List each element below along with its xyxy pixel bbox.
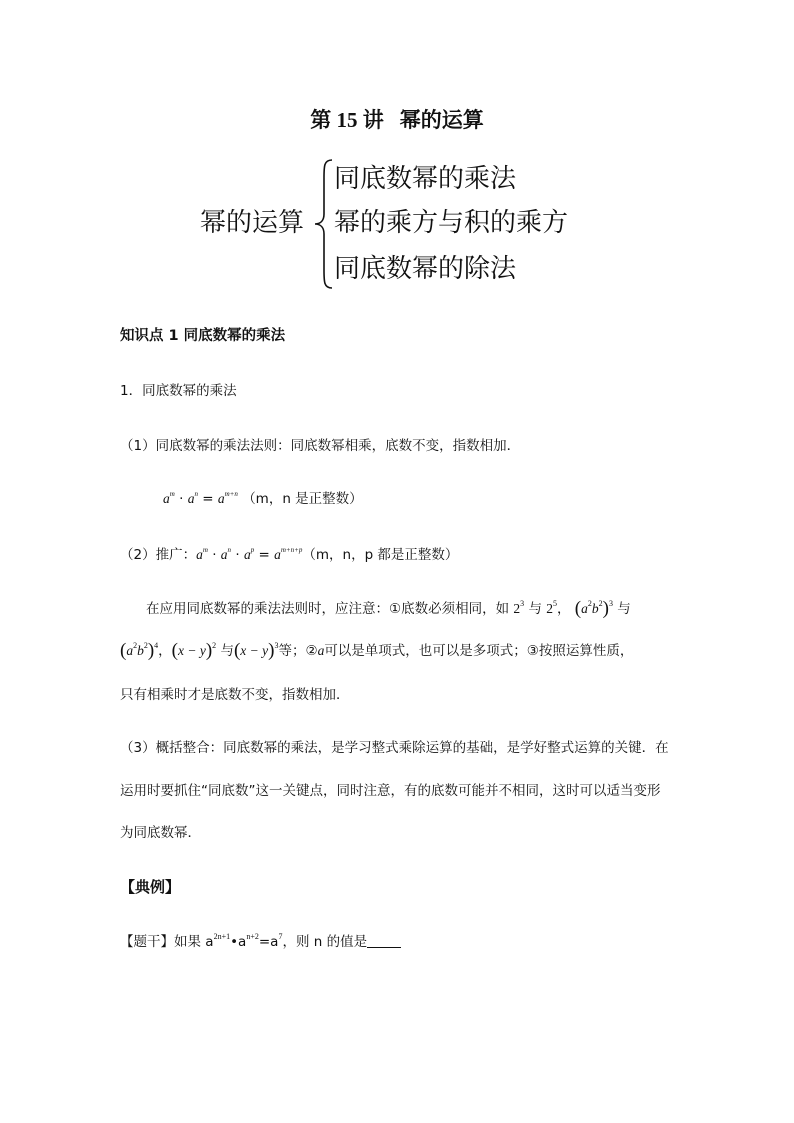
formula-product-rule: $a^m \cdot a^n = a^{m+n}$ （m，n 是正整数） xyxy=(163,490,363,507)
note-line-3: 只有相乘时才是底数不变，指数相加． xyxy=(120,687,350,703)
note-line-1: 在应用同底数幂的乘法法则时，应注意：①底数必须相同，如 $2^3$ 与 $2^5$， $(a^2b^2)^3$ 与 xyxy=(146,598,631,619)
mindmap-branch-3: 同底数幂的除法 xyxy=(334,254,517,284)
rule-text: （1）同底数幂的乘法法则：同底数幂相乘，底数不变，指数相加． xyxy=(120,438,521,454)
mindmap-branch-2: 幂的乘方与积的乘方 xyxy=(334,208,569,238)
formula-condition: （m，n 是正整数） xyxy=(242,491,363,507)
generalization-condition: （m，n，p 都是正整数） xyxy=(302,547,459,563)
summary-line-3: 为同底数幂． xyxy=(120,825,201,841)
page-title xyxy=(0,104,794,134)
lecture-number: 第 15 讲 xyxy=(310,108,384,132)
answer-blank[interactable] xyxy=(367,935,401,948)
mindmap-branch-1: 同底数幂的乘法 xyxy=(334,164,517,194)
section-heading: 知识点 1 同底数幂的乘法 xyxy=(120,328,286,344)
summary-line-1: （3）概括整合：同底数幂的乘法，是学习整式乘除运算的基础，是学好整式运算的关键．在 xyxy=(120,740,669,756)
summary-line-2: 运用时要抓住“同底数”这一关键点，同时注意，有的底数可能并不相同，这时可以适当变形 xyxy=(120,783,661,799)
curly-brace xyxy=(312,158,334,290)
formula-base: a xyxy=(163,491,170,506)
mindmap-root: 幂的运算 xyxy=(200,208,305,238)
item-1: 1．同底数幂的乘法 xyxy=(120,383,237,399)
lecture-topic: 幂的运算 xyxy=(399,108,484,132)
example-heading: 【典例】 xyxy=(120,878,181,896)
generalization: （2）推广：$a^m \cdot a^n \cdot a^p = a^{m+n+p}(m$，n，p 都是正整数） xyxy=(120,546,459,563)
note-line-2: $(a^2b^2)^4$，$(x - y)^2$ 与$(x - y)^3$等；②a可以是单项式，也可以是多项式；③按照运算性质， xyxy=(120,640,634,661)
question-stem: 【题干】如果 $a^{2n+1}•a^{n+2}=a^7$，则 n 的值是 xyxy=(120,930,401,950)
